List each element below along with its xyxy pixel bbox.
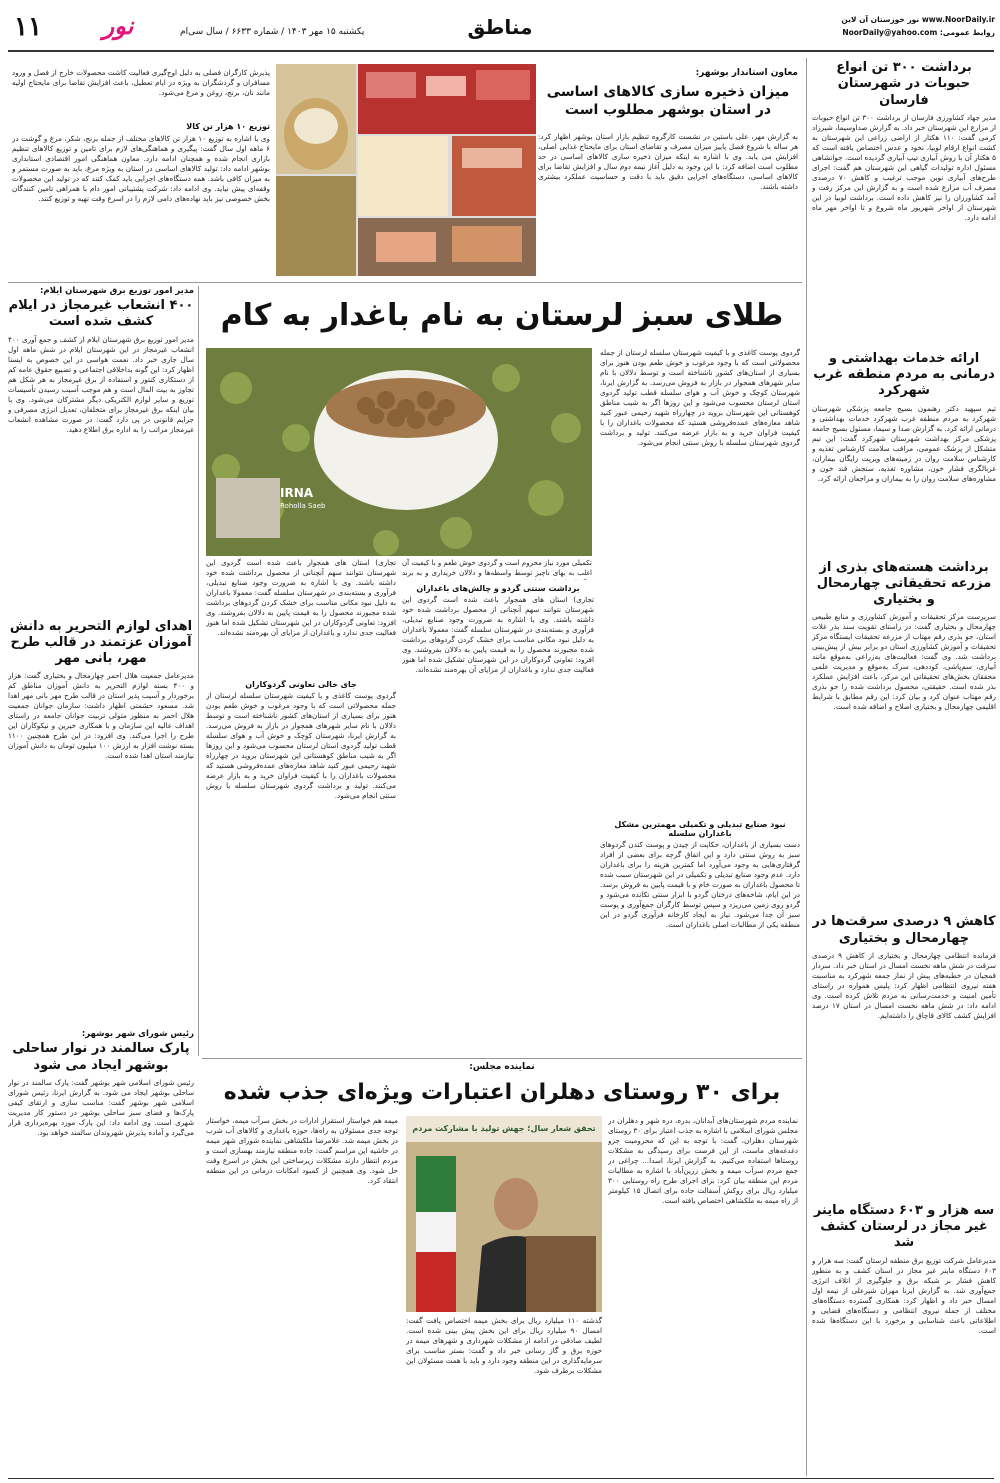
top-story-body-right: به گزارش مهر، علی باستین در نشست کارگروه تنظیم بازار استان بوشهر اظهار کرد: هر ساله با شروع فصل پاییز میزان مصرف و تقاضای استان برای مایحتاج غذایی اصلی، افزایش می یابد. وی با اشاره به اینکه میزان ذخیره سازی کالاهای اساسی در حد مطلوب است اضافه کرد: با این وجود به دلیل آغاز نیمه دوم سال و افزایش تقاضا برای کالاهای اساسی، دستگاه‌های اجرایی دقیق باید با دقت و حساسیت عملکرد بیشتری داشته باشند. bbox=[538, 132, 798, 191]
article-body: فرمانده انتظامی چهارمحال و بختیاری از کاهش ۹ درصدی سرقت در شش ماهه نخست امسال در استان خبر داد. سردار قمجیان در خطبه‌های پیش از نماز جمعه شهرکرد به مناسبت هفته نیروی انتظامی اظهار کرد: پلیس همواره در راستای تأمین امنیت و خدمت‌رسانی به مردم تلاش کرده است. وی ادامه داد: در شش ماهه نخست امسال در استان ۱۷ درصد افزایش کشف کالای قاچاق را داشته‌ایم. bbox=[812, 950, 996, 1020]
walnut-bucket-photo bbox=[206, 348, 592, 556]
article-body: تجاری) استان های همجوار باعث شده است گردوی این شهرستان نتوانند سهم آنچنانی از محصول برداشت شده خود داشته باشند. وی با اشاره به ضرورت وجود صنایع تبدیلی، فرآوری و بسته‌بندی در شهرستان سلسله گفت: معمولا باغداران به دلیل نبود مکانی مناسب برای خشک کردن گردوهای برداشت شده مجبورند محصول را به قیمت پایین به دلالان بفروشند. وی افزود: تعاونی گردوکاران در این شهرستان تشکیل شده اما هنوز فعالیت جدی ندارد و باغداران از مزایای آن بهره‌مند نشده‌اند. bbox=[206, 558, 396, 637]
news-item-farsan-legumes bbox=[812, 60, 996, 345]
subhead: نبود صنایع تبدیلی و تکمیلی مهمترین مشکل باغداران سلسله bbox=[614, 820, 786, 838]
top-story-body-left-1: پذیرش کارگران فصلی به دلیل اوج‌گیری فعالیت کاشت محصولات خارج از فصل و ورود مسافران و گردشگران به ویژه در ایام تعطیل، باعث افزایش تقاضا برای مایحتاج اولیه مانند نان، برنج، روغن و مرغ می‌شود. bbox=[12, 68, 270, 97]
top-story-headline: میزان ذخیره سازی کالاهای اساسی در استان بوشهر مطلوب است bbox=[546, 84, 790, 118]
right-column bbox=[812, 58, 996, 1478]
bottom-story bbox=[202, 1060, 802, 1478]
bottom-story-col-1: نماینده مردم شهرستان‌های آبدانان، بدره، دره شهر و دهلران در مجلس شورای اسلامی با اشاره به جذب اعتبار برای ۳۰ روستای شهرستان دهلران، گفت: با توجه به این که محرومیت جزو دغدغه‌های ماست، از این فرصت برای رسیدگی به مشکلات روستاها استفاده می‌کنیم. به گزارش ایرنا، اسدا... چراغی در جمع مردم سرآب میمه و بخش زرین‌آباد با اشاره به مطالبات مردم این منطقه بیان کرد: برای اجرای طرح راه روستایی ۳۰۰ میلیارد ریال برای روکش آسفالت جاده برای اتصال ۱۵ کیلومتر از راه میمه به ملکشاهی اختصاص یافته است. bbox=[608, 1116, 798, 1205]
headline: سه هزار و ۶۰۳ دستگاه ماینر غیر مجاز در لرستان کشف شد bbox=[813, 1202, 995, 1251]
top-story-body-left-2: وی با اشاره به توزیع ۱۰ هزار تن کالاهای مختلف از جمله برنج، شکر، مرغ و گوشت در ۶ ماهه اول سال گفت: پیگیری و هماهنگی‌های لازم برای تامین و توزیع کالاهای تنظیم بازاری انجام شده و همچنان ادامه دارد. معاون هماهنگی امور اقتصادی استانداری بوشهر ادامه داد: تولید کالاهای اساسی در استان به ویژه مرغ، باید به صورت مستمر و به میزان کافی باشد. همه دستگاه‌های اجرایی باید کمک کنند که در تولید این محصولات وقفه‌ای پیش نیاید. وی ادامه داد: شرکت پشتیبانی امور دام با همراهی تامین کنندگان بخش خصوصی نیز باید نهاده‌های دامی لازم را در اسرع وقت تهیه و توزیع کنند. bbox=[12, 134, 270, 203]
top-story-kicker: معاون استاندار بوشهر: bbox=[695, 68, 798, 78]
speaker-graphic bbox=[406, 1116, 602, 1312]
article-body-continued: دست بسیاری از باغداران، حکایت از چیدن و پوست کندن گردوهای سبز به روش سنتی دارد و این اتفاق گرچه برای بعضی از افراد گرفتاری‌هایی به وجود می‌آورد اما کمترین هزینه را برای باغداران دارد. عدم وجود صنایع تبدیلی و تکمیلی در این شهرستان سبب شده تا محصول باغداران به صورت خام و با قیمت پایین به فروش برسد. در این ایام، شاخه‌های درختان گردو با ابزار سنتی تکانده می‌شود و گردو روی زمین می‌ریزد و سپس توسط کارگران جمع‌آوری و پوست سبز آن جدا می‌شود. نیاز به ایجاد کارخانه فرآوری گردو در این منطقه یکی از مطالبات اصلی باغداران است. bbox=[600, 840, 800, 929]
news-item-stationery bbox=[8, 619, 194, 1022]
bottom-story-headline: برای ۳۰ روستای دهلران اعتبارات ویژه‌ای جذب شده bbox=[223, 1080, 781, 1105]
news-item-ilam-electricity bbox=[8, 286, 194, 611]
article-body-continued: گردوی پوست کاغذی و با کیفیت شهرستان سلسله لرستان از جمله محصولاتی است که با وجود مرغوب و خوش طعم بودن هنوز برای بسیاری از استان‌های کشور ناشناخته است و توسط دلالان با نام سایر شهرهای همجوار در بازار به فروش می‌رسد. به گزارش ایرنا، شهرستان کوچک و خوش آب و هوای سلسله قطب تولید گردوی استان لرستان محسوب می‌شود و این روزها اگر به شیب مناطق کوهستانی این شهرستان بروید در چهارراه شهید رحیمی عبور کنید شاهد معازه‌های عمده‌فروشی هستید که محصولات باغداران را با کیفیت فراوان خرید و به بازار عرضه می‌کنند. تولید و برداشت گردوی شهرستان سلسله با روش سنتی انجام می‌شود. bbox=[206, 691, 396, 800]
article-body: مدیر جهاد کشاورزی فارسان از برداشت ۳۰۰ تن انواع حبوبات از مزارع این شهرستان خبر داد. به گزارش صداوسیما، شیرزاد کرمی گفت: ۱۱۰ هکتار از اراضی زراعی این شهرستان به کشت انواع ارقام لوبیا، نخود و عدس اختصاص یافته است که ۵ هکتار آن با روش آبیاری تیپ آبیاری گردیده است. جوانشاهی مسئول اداره تولیدات گیاهی این شهرستان هم گفت: اجرای طرح‌های آبیاری نوین موجب ترغیب و کاهش ۷۰ درصدی مصرف آب مزارع شده است و به گزارش این مرکز رفت و آمد کشاورزان را نیز کاهش داده است. برداشت لوبیا در این شهرستان از اواخر شهریور ماه شروع و تا اواخر مهر ماه ادامه دارد. bbox=[812, 112, 996, 222]
news-item-miners-lorestan bbox=[812, 1203, 996, 1478]
photo-banner-text: تحقق شعار سال؛ جهش تولید با مشارکت مردم bbox=[412, 1124, 596, 1133]
top-story-subhead: توزیع ۱۰ هزار تن کالا bbox=[186, 122, 270, 131]
article-body: مدیرعامل شرکت توزیع برق منطقه لرستان گفت: سه هزار و ۶۰۳ دستگاه ماینر غیر مجاز در استان کشف و به منظور کاهش فشار بر شبکه برق و جلوگیری از اتلاف انرژی جمع‌آوری شد. به گزارش ایرنا مهران شیرعلی از نیمه اول امسال خبر داد و اظهار کرد: همکاری گسترده دستگاه‌های مختلف از جمله نیروی انتظامی و دستگاه‌های قضایی و اطلاعاتی باعث شناسایی و برخورد با این دستگاه‌ها شده است. bbox=[812, 1255, 996, 1335]
speaker-photo bbox=[406, 1116, 602, 1312]
section-title: مناطق bbox=[467, 15, 533, 39]
bottom-story-col-2: گذشته ۱۱۰ میلیارد ریال برای بخش میمه اختصاص یافت گفت: امسال ۹۰ میلیارد ریال برای این بخش پیش بینی شده است. لطیف صادقی در ادامه از مشکلات شهرداری و شهرهای میمه در حوزه برق و گاز رسانی خبر داد و گفت: بستر مناسب برای سرمایه‌گذاری در این منطقه وجود دارد و باید با همت مسئولان این مشکلات برطرف شود. bbox=[406, 1316, 602, 1375]
article-body: تیم سپهید دکتر رهنمون بسیج جامعه پزشکی شهرستان شهرکرد به مردم منطقه غرب شهرکرد خدمات بهداشتی و درمانی ارائه کرد. به گزارش صدا و سیما، مسئول بسیج جامعه پزشکی مرکز بهداشت شهرستان شهرکرد گفت: این تیم متشکل از پزشک عمومی، مراقب سلامت کارشناس تغذیه و کارشناس سلامت روان در زمینه‌های ویزیت رایگان بیماران، غربالگری فشار خون، مشاوره تغذیه، سنجش قند خون و مشاوره‌های سلامت روان را به بیماران و مراجعان ارائه کرد. bbox=[812, 403, 996, 483]
bottom-story-kicker: نماینده مجلس: bbox=[469, 1062, 535, 1072]
article-body: مدیر امور توزیع برق شهرستان ایلام از کشف و جمع آوری ۴۰۰ انشعاب غیرمجاز در این شهرستان ایلام در شش ماهه اول سال جاری خبر داد. نعمت هواسی در این خصوص به ایسنا اظهار کرد: این گونه بداخلاقی اجتماعی و تضییع حقوق عامه کم از دستکاری کنتور و استفاده از برق غیرمجاز به هر شکل هم تجاوز به بیت المال است و هم موجب آسیب رسیدن تأسیسات توزیع و سایر لوازم الکتریکی دیگر مشترکان می‌شود. وی با بیان اینکه برق غیرمجاز برای متخلفان، تعدیل انرژی مصرفی و جرایم قانونی در پی دارد گفت: در صورت مشاهده انشعاب غیرمجاز مراتب را به اداره برق اطلاع دهید. bbox=[8, 334, 194, 434]
main-story-col-right bbox=[600, 348, 800, 1054]
news-item-theft-reduction bbox=[812, 914, 996, 1197]
main-story-col-left bbox=[206, 558, 396, 1054]
main-story-headline: طلای سبز لرستان به نام باغدار به کام bbox=[220, 298, 784, 333]
email-link[interactable]: روابط عمومی: NoorDaily@yahoo.com bbox=[842, 28, 995, 37]
page-bottom-rule bbox=[8, 1478, 994, 1479]
bottom-story-rule bbox=[202, 1058, 802, 1059]
headline: اهدای لوازم التحریر به دانش آموزان عزتمند در قالب طرح مهر، بانی مهر bbox=[9, 618, 193, 666]
right-column-divider bbox=[806, 58, 807, 1476]
main-story bbox=[202, 286, 802, 1056]
masthead bbox=[0, 0, 1000, 50]
food-collage-photo bbox=[276, 64, 536, 276]
news-item-shahrekord-health bbox=[812, 351, 996, 554]
newspaper-logo: نور bbox=[102, 11, 134, 40]
article-body: گردوی پوست کاغذی و با کیفیت شهرستان سلسله لرستان از جمله محصولاتی است که با وجود مرغوب و خوش طعم بودن هنوز برای بسیاری از استان‌های کشور ناشناخته است و توسط دلالان با نام سایر شهرهای همجوار در بازار به فروش می‌رسد. به گزارش ایرنا، شهرستان کوچک و خوش آب و هوای سلسله قطب تولید گردوی استان لرستان محسوب می‌شود و این روزها اگر به شیب مناطق کوهستانی این شهرستان بروید در چهارراه شهید رحیمی عبور کنید شاهد معازه‌های عمده‌فروشی هستید که محصولات باغداران را با کیفیت فراوان خرید و به بازار عرضه می‌کنند. تولید و برداشت گردوی شهرستان سلسله با روش سنتی انجام می‌شود. bbox=[600, 348, 800, 447]
walnut-graphic bbox=[206, 348, 592, 556]
headline: کاهش ۹ درصدی سرقت‌ها در چهارمحال و بختیاری bbox=[812, 914, 996, 946]
headline: پارک سالمند در نوار ساحلی بوشهر ایجاد می شود bbox=[12, 1041, 190, 1073]
bottom-story-col-3: میمه هم خواستار استقرار ادارات در بخش سرآب میمه، خواستار توجه جدی مسئولان به راه‌ها، حوزه باغداری و کالاهای آب شرب در بخش میمه شد. غلامرضا ملکشاهی نماینده شورای شهر میمه در حاشیه این مراسم گفت: جاده منطقه نیازمند بهسازی است و مردم انتظار دارند مشکلات زیرساختی این بخش در اسرع وقت حل شود. وی همچنین از کمبود امکانات درمانی در این منطقه انتقاد کرد. bbox=[206, 1116, 398, 1185]
page-number: ۱۱ bbox=[14, 12, 42, 42]
photo-caption: تکمیلی مورد نیاز محروم است و گردوی خوش طعم و با کیفیت آن اغلب به بهای ناچیز توسط واسطه‌ها و دلالان خریداری و به برند bbox=[402, 559, 592, 577]
masthead-rule bbox=[8, 50, 994, 52]
date-line: یکشنبه ۱۵ مهر ۱۴۰۳ / شماره ۶۶۳۳ / سال سی‌ام bbox=[180, 27, 365, 37]
subhead: برداشت سنتی گردو و چالش‌های باغداران bbox=[416, 584, 580, 593]
article-body: سرپرست مرکز تحقیقات و آموزش کشاورزی و منابع طبیعی چهارمحال و بختیاری گفت: در راستای تقویت سند بذر غلات استان، جو بذری رقم مهتاب از مزرعه تحقیقات ایستگاه مرکز تحقیقات و آموزش کشاورزی استان دو برابر بیش از پیش‌بینی برداشت شد. وی گفت: فعالیت‌های به‌زراعی به‌موقع مانند آبیاری، سم‌پاشی، کوددهی، سرک به‌موقع و مدیریت علمی محققان بخش‌های تحقیقاتی این مرکز، باعث افزایش عملکرد بذر شده است. حقیقتی، محصول برداشت شده را جو بذری رقم مهتاب عنوان کرد و بیان کرد: این رقم مطابق با شرایط اقلیمی چهارمحال و بختیاری اصلاح و اضافه شده است. bbox=[812, 612, 996, 712]
article-body: مدیرعامل جمعیت هلال احمر چهارمحال و بختیاری گفت: هزار و ۴۰۰ بسته لوازم التحریر به دانش آموزان مناطق کم برخوردار و آسیب پذیر استان در قالب طرح مهر بانی مهر اهدا شد. مسعود حشمتی اظهار داشت: سازمان جوانان جمعیت هلال احمر به منظور متولی تربیت جوانان جامعه در راستای اهداف عالیه این سازمان و با همکاری خیرین و نیکوکاران این طرح را اجرا می‌کند. وی افزود: در این طرح همچنین ۱۱۰۰ بسته نوشت افزار به ارزش ۱۰۰ میلیون تومان به دانش آموزان نیازمند استان اهدا شده است. bbox=[8, 671, 194, 761]
headline: ۴۰۰ انشعاب غیرمجاز در ایلام کشف شده است bbox=[8, 298, 194, 330]
food-collage-graphic bbox=[276, 64, 536, 276]
subhead: جای خالی تعاونی گردوکاران bbox=[245, 680, 357, 689]
left-column-divider bbox=[198, 286, 199, 1056]
top-story-rule bbox=[8, 282, 802, 283]
top-story bbox=[8, 58, 802, 280]
kicker: رئیس شورای شهر بوشهر: bbox=[81, 1029, 194, 1040]
photo-credit-photographer: Roholla Saeb bbox=[280, 502, 326, 510]
website-link[interactable]: www.NoorDaily.ir نور خوزستان آن لاین bbox=[841, 15, 995, 24]
article-body: رئیس شورای اسلامی شهر بوشهر گفت: پارک سالمند در نوار ساحلی بوشهر ایجاد می شود. به گزارش ایرنا، رئیس شورای اسلامی شهر بوشهر گفت: مناسب سازی و ارتقای کیفی پارک‌ها و فضای سبز ساحلی بوشهر در دستور کار مدیریت شهری است. وی ادامه داد: این پارک مورد بهره‌برداری قرار می‌گیرد و آماده پذیرش شهروندان سالمند خواهد بود. bbox=[8, 1077, 194, 1137]
news-item-elderly-park bbox=[8, 1029, 194, 1408]
headline: برداشت هسته‌های بذری از مزرعه تحقیقاتی چهارمحال و بختیاری bbox=[816, 559, 992, 607]
headline: برداشت ۳۰۰ تن انواع حبوبات در شهرستان فارسان bbox=[836, 60, 972, 108]
headline: ارائه خدمات بهداشتی و درمانی به مردم منطقه غرب شهرکرد bbox=[813, 350, 995, 399]
news-item-seed-harvest bbox=[812, 560, 996, 909]
kicker: مدیر امور توزیع برق شهرستان ایلام: bbox=[39, 286, 194, 296]
left-column bbox=[8, 286, 194, 1476]
main-story-col-middle bbox=[402, 582, 594, 1054]
article-body: تجاری) استان های همجوار باعث شده است گردوی این شهرستان نتوانند سهم آنچنانی از محصول برداشت شده خود داشته باشند. وی با اشاره به ضرورت وجود صنایع تبدیلی، فرآوری و بسته‌بندی در شهرستان سلسله گفت: معمولا باغداران به دلیل نبود مکانی مناسب برای خشک کردن گردوهای برداشت شده مجبورند محصول را به قیمت پایین به دلالان بفروشند. وی افزود: تعاونی گردوکاران در این شهرستان تشکیل شده اما هنوز فعالیت جدی ندارد و باغداران از مزایای آن بهره‌مند نشده‌اند. bbox=[402, 595, 594, 674]
photo-credit-agency: IRNA bbox=[280, 486, 314, 500]
